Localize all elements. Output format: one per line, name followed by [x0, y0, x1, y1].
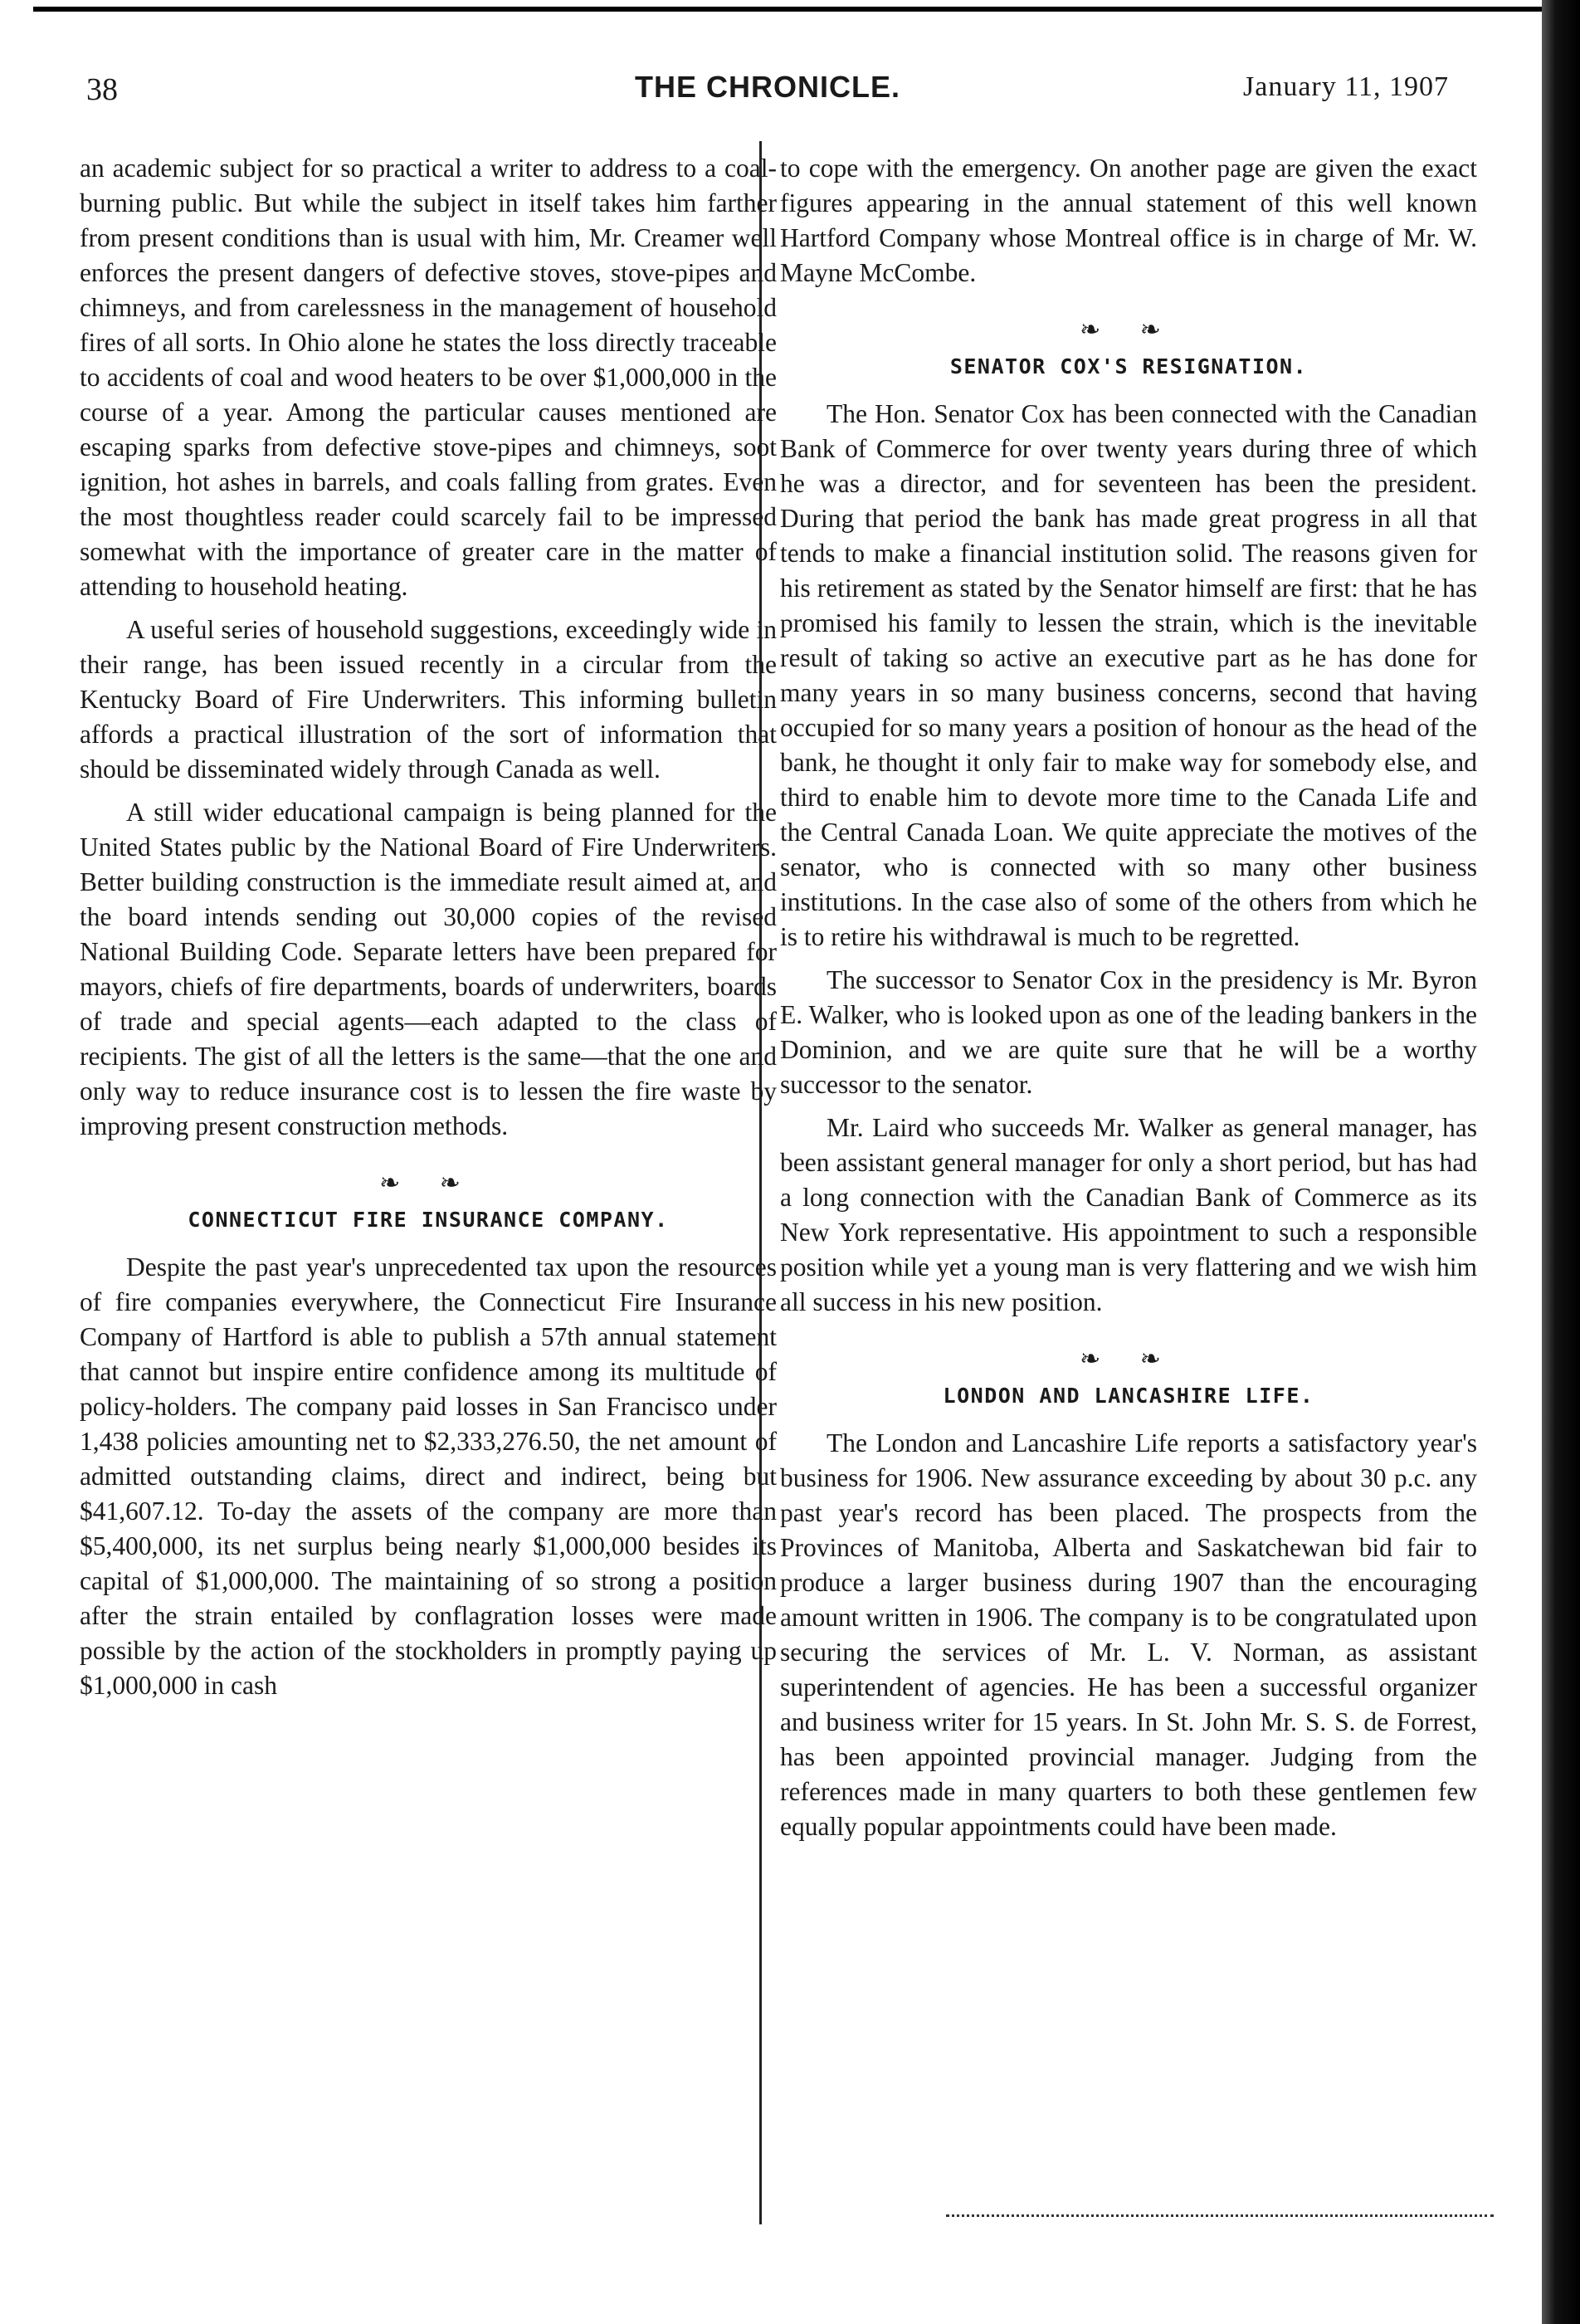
page-top-edge: [33, 7, 1542, 12]
article-paragraph: A useful series of household suggestions, exceedingly wide in their range, has been issued recently in a circular from the Kentucky Board of Fire Underwriters. This informing bulletin affords a practical illustration of the sort of information that should be disseminated widely through Canada as well.: [80, 615, 777, 784]
page-number: 38: [86, 72, 118, 107]
article-paragraph: A still wider educational campaign is being planned for the United States public by the National Board of Fire Underwriters. Better building construction is the immediate result aimed at, and the board intends sending out 30,000 copies of the revised National Building Code. Separate letters have been prepared for mayors, chiefs of fire departments, boards of underwriters, boards of trade and special agents—each adapted to the class of recipients. The gist of all the letters is the same—that the one and only way to reduce insurance cost is to lessen the fire waste by improving present construction methods.: [80, 798, 777, 1140]
article-paragraph: The Hon. Senator Cox has been connected with the Canadian Bank of Commerce for over twenty years during three of which he was a director, and for seventeen has been the president. During that period the bank has made great progress in all that tends to make a financial institution solid. The reasons given for his retirement as stated by the Senator himself are first: that he has promised his family to lessen the strain, which is the inevitable result of taking so active an executive part as he has done for many years in so many business concerns, second that having occupied for so many years a position of honour as the head of the bank, he thought it only fair to make way for somebody else, and third to enable him to devote more time to the Canada Life and the Central Canada Loan. We quite appreciate the motives of the senator, who is connected with so many other business institutions. In the case also of some of the others from which he is to retire his withdrawal is much to be regretted.: [780, 399, 1477, 951]
section-heading-london-lancashire: LONDON AND LANCASHIRE LIFE.: [943, 1384, 1314, 1408]
article-paragraph: Mr. Laird who succeeds Mr. Walker as general manager, has been assistant general manager for only a short period, but has had a long connection with the Canadian Bank of Commerce as its New York representative. His appointment to such a responsible position while yet a young man is very flattering and we wish him all success in his new position.: [780, 1113, 1477, 1316]
article-paragraph: Despite the past year's unprecedented tax upon the resources of fire companies everywhere, the Connecticut Fire Insurance Company of Hartford is able to publish a 57th annual statement that cannot but inspire entire confidence among its multitude of policy-holders. The company paid losses in San Francisco under 1,438 policies amounting net to $2,333,276.50, the net amount of admitted outstanding claims, direct and indirect, being but $41,607.12. To-day the assets of the company are more than $5,400,000, its net surplus being nearly $1,000,000 besides its capital of $1,000,000. The maintaining of so strong a position after the strain entailed by conflagration losses were made possible by the action of the stockholders in promptly paying up $1,000,000 in cash: [80, 1252, 777, 1700]
section-heading-senator-cox: SENATOR COX'S RESIGNATION.: [949, 354, 1308, 378]
publication-title: THE CHRONICLE.: [635, 70, 900, 104]
section-ornament: ❧ ❧: [379, 1169, 477, 1197]
print-artifact: [946, 2214, 1494, 2219]
masthead: [86, 70, 1449, 111]
page-binding-shadow: [1542, 0, 1580, 2324]
left-column: [80, 151, 777, 2201]
right-column: [780, 151, 1477, 2201]
section-ornament: ❧ ❧: [1080, 1345, 1178, 1373]
issue-date: January 11, 1907: [1243, 71, 1449, 102]
article-paragraph: The London and Lancashire Life reports a satisfactory year's business for 1906. New assurance exceeding by about 30 p.c. any past year's record has been placed. The prospects from the Provinces of Manitoba, Alberta and Saskatchewan bid fair to produce a larger business during 1907 than the encouraging amount written in 1906. The company is to be congratulated upon securing the services of Mr. L. V. Norman, as assistant superintendent of agencies. He has been a successful organizer and business writer for 15 years. In St. John Mr. S. S. de Forrest, has been appointed provincial manager. Judging from the references made in many quarters to both these gentlemen few equally popular appointments could have been made.: [780, 1428, 1477, 1841]
article-paragraph: an academic subject for so practical a writer to address to a coal-burning public. But while the subject in itself takes him farther from present conditions than is usual with him, Mr. Creamer well enforces the present dangers of defective stoves, stove-pipes and chimneys, and from carelessness in the management of household fires of all sorts. In Ohio alone he states the loss directly traceable to accidents of coal and wood heaters to be over $1,000,000 in the course of a year. Among the particular causes mentioned are escaping sparks from defective stove-pipes and chimneys, soot ignition, hot ashes in barrels, and coals falling from grates. Even the most thoughtless reader could scarcely fail to be impressed somewhat with the importance of greater care in the matter of attending to household heating.: [80, 154, 777, 601]
section-ornament: ❧ ❧: [1080, 316, 1178, 344]
article-paragraph: The successor to Senator Cox in the presidency is Mr. Byron E. Walker, who is looked upon as one of the leading bankers in the Dominion, and we are quite sure that he will be a worthy successor to the senator.: [780, 965, 1477, 1099]
article-paragraph: to cope with the emergency. On another page are given the exact figures appearing in the annual statement of this well known Hartford Company whose Montreal office is in charge of Mr. W. Mayne McCombe.: [780, 154, 1477, 287]
section-heading-connecticut: CONNECTICUT FIRE INSURANCE COMPANY.: [188, 1208, 669, 1232]
